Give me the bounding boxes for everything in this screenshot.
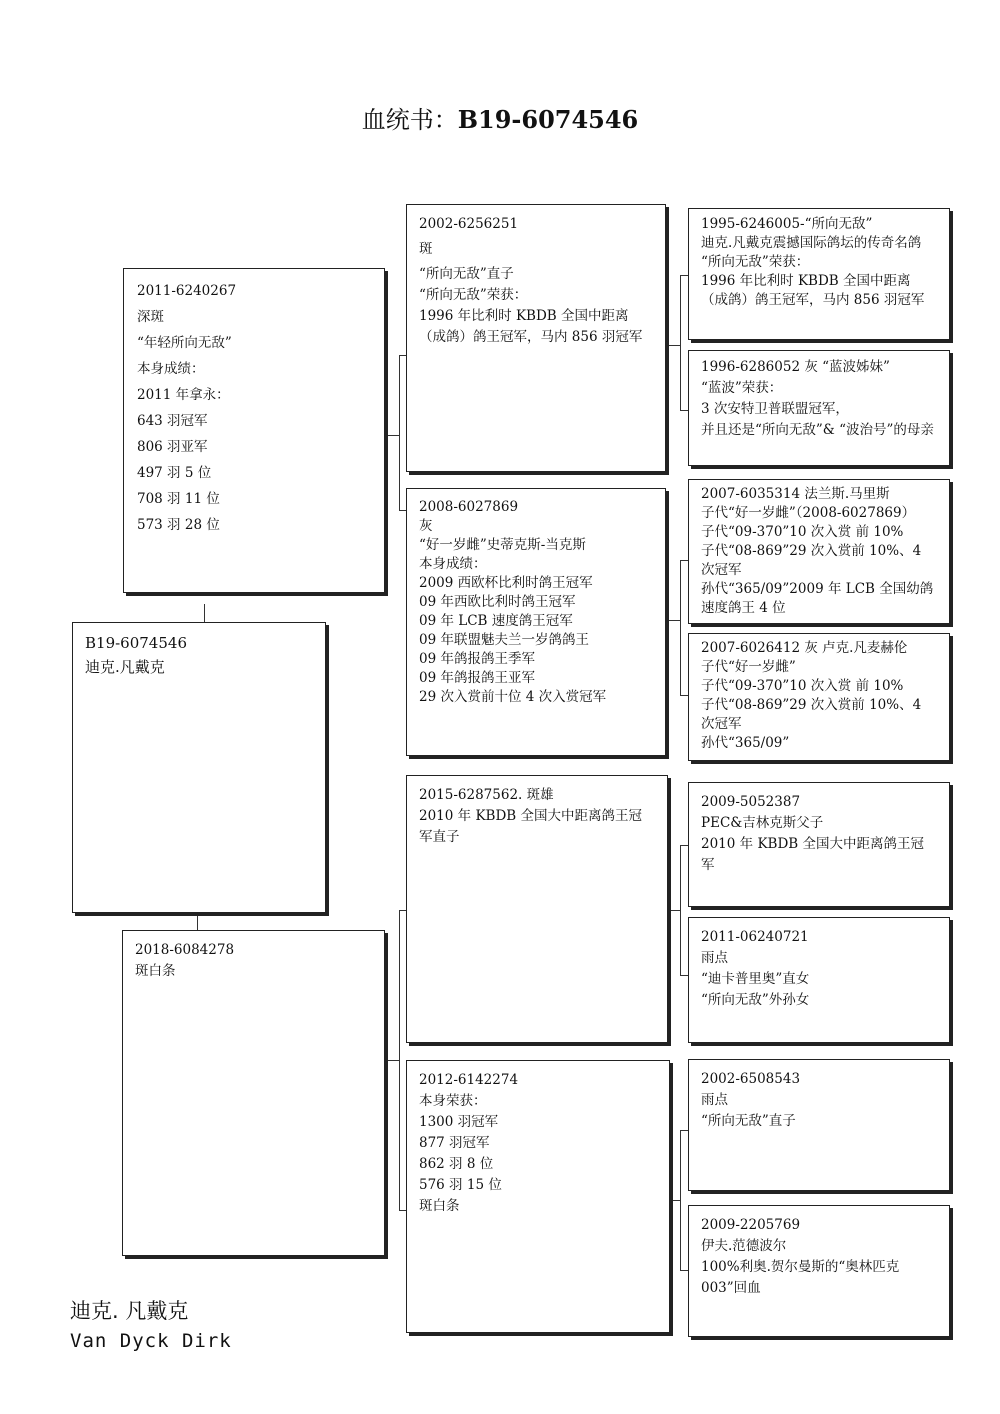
dd-line: 本身荣获： <box>419 1093 487 1109</box>
ss-dam-box <box>688 350 950 466</box>
dsd-line: “所向无敌”外孙女 <box>701 992 810 1008</box>
sdd-line: 子代“09-370”10 次入赏 前 10% <box>701 678 904 694</box>
dsd-line: 雨点 <box>701 950 728 966</box>
connector <box>680 845 688 846</box>
sire-line: 643 羽冠军 <box>137 413 208 429</box>
dd-line: 576 羽 15 位 <box>419 1177 502 1193</box>
sds-line: 子代“09-370”10 次入赏 前 10% <box>701 524 904 540</box>
sss-line: “所向无敌”荣获： <box>701 254 810 270</box>
sd-line: 09 年联盟魅夫兰一岁鸽鸽王 <box>419 632 589 648</box>
connector <box>680 560 681 695</box>
dd-line: 862 羽 8 位 <box>419 1156 494 1172</box>
connector <box>680 1270 688 1271</box>
connector <box>385 435 399 436</box>
connector <box>680 560 688 561</box>
sire-dam-box <box>406 488 666 756</box>
sire-line: 深斑 <box>137 309 164 325</box>
ssd-line: 并且还是“所向无敌”& “波治号”的母亲 <box>701 422 934 438</box>
dd-dam-box <box>688 1205 950 1337</box>
subject-ring: B19-6074546 <box>85 634 187 652</box>
connector <box>680 1130 688 1131</box>
sd-line: 09 年鸽报鸽王季军 <box>419 651 535 667</box>
dam-line: 2018-6084278 <box>135 942 235 958</box>
sire-line: 本身成绩： <box>137 361 205 377</box>
owner-name-cn: 迪克. 凡戴克 <box>70 1299 189 1323</box>
page-title <box>0 100 1000 135</box>
connector <box>399 1210 406 1211</box>
sire-line: 708 羽 11 位 <box>137 491 220 507</box>
connector <box>680 410 688 411</box>
subject-owner: 迪克.凡戴克 <box>85 658 165 676</box>
sd-line: 灰 <box>419 518 433 534</box>
sds-line: 子代“08-869”29 次入赏前 10%、4 次冠军 <box>701 543 926 578</box>
sire-line: 573 羽 28 位 <box>137 517 220 533</box>
dds-line: 2002-6508543 <box>701 1071 801 1087</box>
connector <box>680 845 681 975</box>
title-prefix: 血统书： <box>361 106 458 134</box>
ssd-line: 1996-6286052 灰 “蓝波姊妹” <box>701 359 890 375</box>
sd-dam-box <box>688 633 950 761</box>
sd-line: “好一岁雌”史蒂克斯-当克斯 <box>419 537 586 553</box>
sd-line: 2008-6027869 <box>419 499 519 515</box>
sd-sire-box <box>688 479 950 624</box>
ssd-line: 3 次安特卫普联盟冠军， <box>701 401 849 417</box>
sire-sire-box <box>406 204 666 472</box>
connector <box>680 275 688 276</box>
connector <box>680 275 681 410</box>
ss-line: 斑 <box>419 241 433 257</box>
dds-line: 雨点 <box>701 1092 728 1108</box>
sds-line: 2007-6035314 法兰斯.马里斯 <box>701 486 890 502</box>
dam-box <box>122 930 385 1256</box>
ds-sire-box <box>688 782 950 907</box>
ss-line: “所向无敌”荣获： <box>419 287 528 303</box>
connector <box>204 604 205 622</box>
dd-line: 1300 羽冠军 <box>419 1114 499 1130</box>
sds-line: 孙代“365/09”2009 年 LCB 全国幼鸽速度鸽王 4 位 <box>701 581 934 616</box>
dam-line: 斑白条 <box>135 963 176 979</box>
title-ring: B19-6074546 <box>457 105 639 134</box>
dd-line: 2012-6142274 <box>419 1072 519 1088</box>
ss-line: 1996 年比利时 KBDB 全国中距离（成鸽）鸽王冠军，马内 856 羽冠军 <box>419 308 643 345</box>
dss-line: PEC&吉林克斯父子 <box>701 815 824 831</box>
connector <box>385 1060 399 1061</box>
connector <box>680 975 688 976</box>
sdd-line: 孙代“365/09” <box>701 735 790 751</box>
dsd-line: “迪卡普里奥”直女 <box>701 971 810 987</box>
dd-line: 斑白条 <box>419 1198 460 1214</box>
ss-sire-box <box>688 208 950 340</box>
sss-line: 迪克.凡戴克震撼国际鸽坛的传奇名鸽 <box>701 235 922 251</box>
sd-line: 本身成绩： <box>419 556 487 572</box>
subject-box <box>72 622 326 913</box>
connector <box>666 620 680 621</box>
connector <box>399 355 400 511</box>
connector <box>668 910 680 911</box>
connector <box>399 355 406 356</box>
ddd-line: 2009-2205769 <box>701 1217 801 1233</box>
ddd-line: 伊夫.范德波尔 <box>701 1238 787 1254</box>
sire-line: 497 羽 5 位 <box>137 465 212 481</box>
sdd-line: 2007-6026412 灰 卢克.凡麦赫伦 <box>701 640 908 656</box>
dss-line: 2010 年 KBDB 全国大中距离鸽王冠军 <box>701 836 924 873</box>
sd-line: 2009 西欧杯比利时鸽王冠军 <box>419 575 593 591</box>
ss-line: “所向无敌”直子 <box>419 266 514 282</box>
dsd-line: 2011-06240721 <box>701 929 809 945</box>
sdd-line: 子代“08-869”29 次入赏前 10%、4 次冠军 <box>701 697 926 732</box>
connector <box>680 1130 681 1270</box>
sdd-line: 子代“好一岁雌” <box>701 659 796 675</box>
sss-line: 1996 年比利时 KBDB 全国中距离（成鸽）鸽王冠军，马内 856 羽冠军 <box>701 273 925 308</box>
ds-line: 2010 年 KBDB 全国大中距离鸽王冠军直子 <box>419 808 642 845</box>
connector <box>399 910 406 911</box>
dam-dam-box <box>406 1060 670 1333</box>
dds-line: “所向无敌”直子 <box>701 1113 796 1129</box>
owner-name-en: Van Dyck Dirk <box>70 1330 232 1352</box>
ddd-line: 100%利奥.贺尔曼斯的“奥林匹克 003”回血 <box>701 1259 904 1296</box>
sds-line: 子代“好一岁雌”（2008-6027869） <box>701 505 916 521</box>
connector <box>666 345 680 346</box>
connector <box>680 695 688 696</box>
sire-line: “年轻所向无敌” <box>137 335 232 351</box>
sd-line: 09 年西欧比利时鸽王冠军 <box>419 594 576 610</box>
owner-block <box>70 1296 232 1356</box>
sd-line: 09 年鸽报鸽王亚军 <box>419 670 535 686</box>
dd-line: 877 羽冠军 <box>419 1135 490 1151</box>
sd-line: 29 次入赏前十位 4 次入赏冠军 <box>419 689 607 705</box>
sire-line: 806 羽亚军 <box>137 439 208 455</box>
ds-line: 2015-6287562. 斑雄 <box>419 787 554 803</box>
connector <box>399 510 406 511</box>
connector <box>399 910 400 1210</box>
connector <box>197 913 198 930</box>
dss-line: 2009-5052387 <box>701 794 801 810</box>
ss-line: 2002-6256251 <box>419 216 519 232</box>
sire-line: 2011-6240267 <box>137 283 237 299</box>
dd-sire-box <box>688 1059 950 1191</box>
ssd-line: “蓝波”荣获： <box>701 380 783 396</box>
ds-dam-box <box>688 917 950 1043</box>
sire-line: 2011 年拿永： <box>137 387 230 403</box>
connector <box>670 1200 680 1201</box>
sss-line: 1995-6246005-“所向无敌” <box>701 216 873 232</box>
dam-sire-box <box>406 775 668 1043</box>
sd-line: 09 年 LCB 速度鸽王冠军 <box>419 613 573 629</box>
sire-box <box>123 268 385 593</box>
